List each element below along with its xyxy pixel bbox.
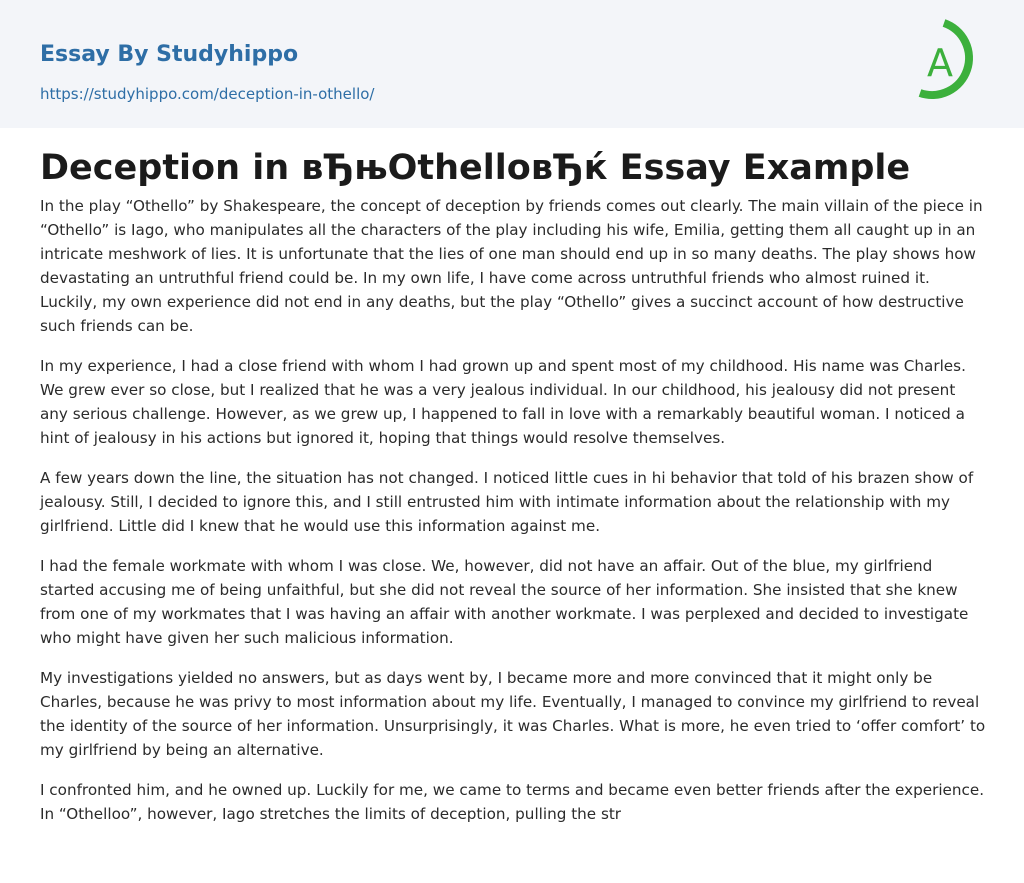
- essay-paragraph-4: I had the female workmate with whom I was close. We, however, did not have an affair. Out of the blue, my girlfriend started accusing me of being unfaithful, but she did not reveal the source of her information. She insisted that she knew from one of my workmates that I was having an affair with another workmate. I was perplexed and decided to investigate who might have given her such malicious information.: [40, 557, 969, 647]
- page-url-link[interactable]: https://studyhippo.com/deception-in-othello/: [40, 85, 375, 103]
- essay-paragraph-5: My investigations yielded no answers, but as days went by, I became more and more convinced that it might only be Charles, because he was privy to most information about my life. Eventually, I managed to convince my girlfriend to reveal the identity of the source of her information. Unsurprisingly, it was Charles. What is more, he even tried to ‘offer comfort’ to my girlfriend by being an alternative.: [40, 669, 986, 759]
- essay-content: [40, 128, 986, 842]
- site-title[interactable]: Essay By Studyhippo: [40, 42, 299, 67]
- logo-letter: A: [927, 41, 953, 85]
- studyhippo-logo-icon[interactable]: [910, 18, 988, 106]
- essay-paragraph-6: I confronted him, and he owned up. Luckily for me, we came to terms and became even better friends after the experience. In “Othelloo”, however, Iago stretches the limits of deception, pulling the str: [40, 781, 985, 823]
- essay-title: Deception in вЂњOthelloвЂќ Essay Example: [40, 148, 911, 188]
- essay-paragraph-3: A few years down the line, the situation has not changed. I noticed little cues in hi behavior that told of his brazen show of jealousy. Still, I decided to ignore this, and I still entrusted him with intimate information about the relationship with my girlfriend. Little did I knew that he would use this information against me.: [40, 469, 974, 535]
- essay-paragraph-2: In my experience, I had a close friend with whom I had grown up and spent most of my childhood. His name was Charles. We grew ever so close, but I realized that he was a very jealous individual. In our childhood, his jealousy did not present any serious challenge. However, as we grew up, I happened to fall in love with a remarkably beautiful woman. I noticed a hint of jealousy in his actions but ignored it, hoping that things would resolve themselves.: [40, 357, 966, 447]
- site-header: [0, 0, 1024, 128]
- essay-paragraph-1: In the play “Othello” by Shakespeare, the concept of deception by friends comes out clearly. The main villain of the piece in “Othello” is Iago, who manipulates all the characters of the play including his wife, Emilia, getting them all caught up in an intricate meshwork of lies. It is unfortunate that the lies of one man should end up in so many deaths. The play shows how devastating an untruthful friend could be. In my own life, I have come across untruthful friends who almost ruined it. Luckily, my own experience did not end in any deaths, but the play “Othello” gives a succinct account of how destructive such friends can be.: [40, 197, 983, 335]
